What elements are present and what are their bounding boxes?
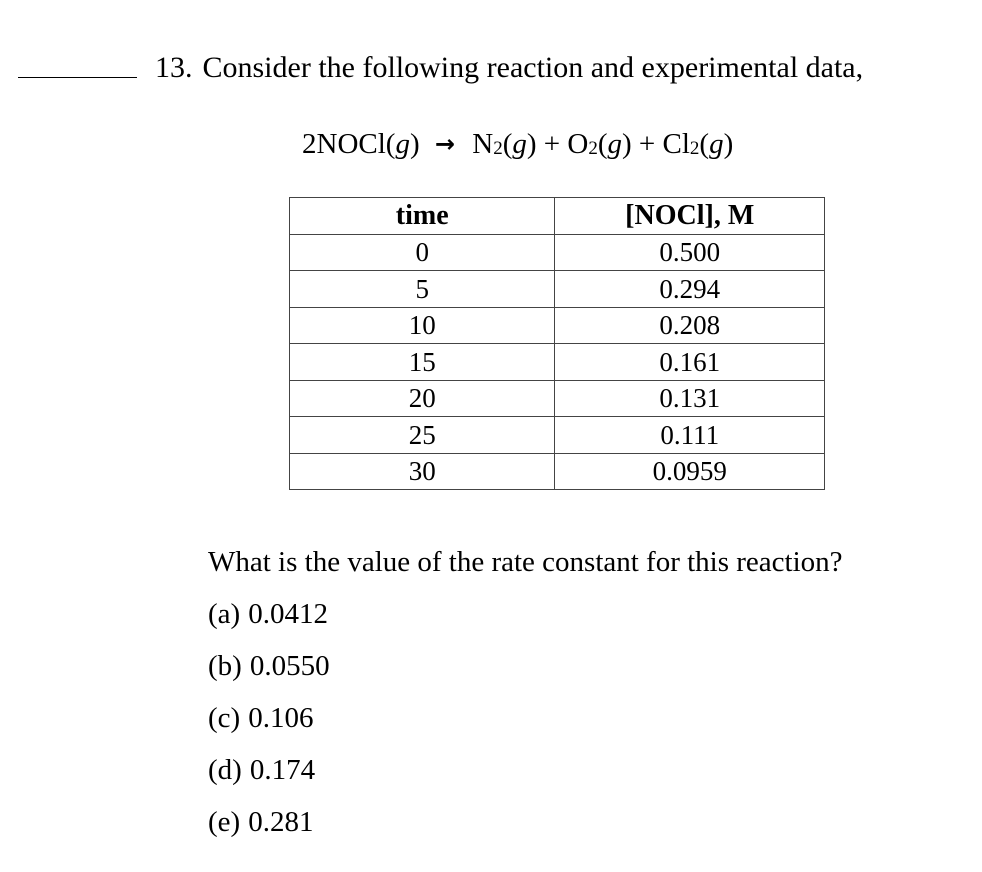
time-cell: 10	[290, 307, 555, 344]
concentration-cell: 0.208	[555, 307, 825, 344]
time-cell: 15	[290, 344, 555, 381]
product-n2: N	[472, 128, 494, 160]
reaction-equation	[302, 124, 733, 169]
choice-value: 0.281	[248, 806, 314, 838]
concentration-cell: 0.131	[555, 380, 825, 417]
concentration-cell: 0.111	[555, 417, 825, 454]
table-row	[290, 380, 825, 417]
question-text: Consider the following reaction and experimental data,	[202, 51, 864, 84]
reactant: 2NOCl(	[302, 128, 396, 160]
choice-d	[208, 750, 330, 802]
product-o2-subscript: 2	[588, 138, 598, 159]
question-prompt: What is the value of the rate constant for this reaction?	[208, 546, 843, 578]
time-cell: 5	[290, 271, 555, 308]
table-row	[290, 234, 825, 271]
reactant-close: )	[409, 128, 420, 160]
header-time: time	[290, 198, 555, 235]
time-cell: 25	[290, 417, 555, 454]
product-n2-close: ) + O	[526, 128, 589, 160]
choice-value: 0.174	[249, 754, 316, 786]
table-row	[290, 453, 825, 490]
product-o2-close: ) + Cl	[622, 128, 690, 160]
arrow-right-icon: →	[434, 130, 455, 158]
product-o2-state: g	[607, 128, 622, 160]
time-cell: 30	[290, 453, 555, 490]
answer-blank-line	[18, 77, 137, 78]
concentration-cell: 0.294	[555, 271, 825, 308]
answer-choices	[208, 594, 330, 854]
concentration-cell: 0.161	[555, 344, 825, 381]
choice-e	[208, 802, 330, 854]
product-o2-open: (	[597, 128, 608, 160]
choice-label: (d)	[208, 754, 242, 786]
table-row	[290, 271, 825, 308]
product-n2-subscript: 2	[493, 138, 503, 159]
choice-b	[208, 646, 330, 698]
choice-value: 0.106	[248, 702, 314, 734]
choice-label: (b)	[208, 650, 242, 682]
question-header	[155, 48, 863, 88]
table-row	[290, 307, 825, 344]
choice-label: (c)	[208, 702, 241, 734]
choice-label: (a)	[208, 598, 241, 630]
choice-value: 0.0550	[249, 650, 330, 682]
table-row	[290, 344, 825, 381]
product-cl2-subscript: 2	[689, 138, 700, 159]
time-cell: 0	[290, 234, 555, 271]
reactant-state: g	[395, 128, 410, 160]
product-cl2-open: (	[699, 128, 710, 160]
concentration-cell: 0.500	[555, 234, 825, 271]
table-row	[290, 417, 825, 454]
concentration-cell: 0.0959	[555, 453, 825, 490]
product-n2-open: (	[502, 128, 513, 160]
choice-a	[208, 594, 330, 646]
product-n2-state: g	[512, 128, 527, 160]
choice-c	[208, 698, 330, 750]
product-cl2-close: )	[723, 128, 734, 160]
experimental-data-table	[289, 197, 825, 490]
table-header-row	[290, 198, 825, 235]
product-cl2-state: g	[709, 128, 724, 160]
choice-value: 0.0412	[248, 598, 328, 630]
question-number: 13.	[155, 51, 193, 84]
time-cell: 20	[290, 380, 555, 417]
header-concentration: [NOCl], M	[555, 198, 825, 235]
choice-label: (e)	[208, 806, 241, 838]
